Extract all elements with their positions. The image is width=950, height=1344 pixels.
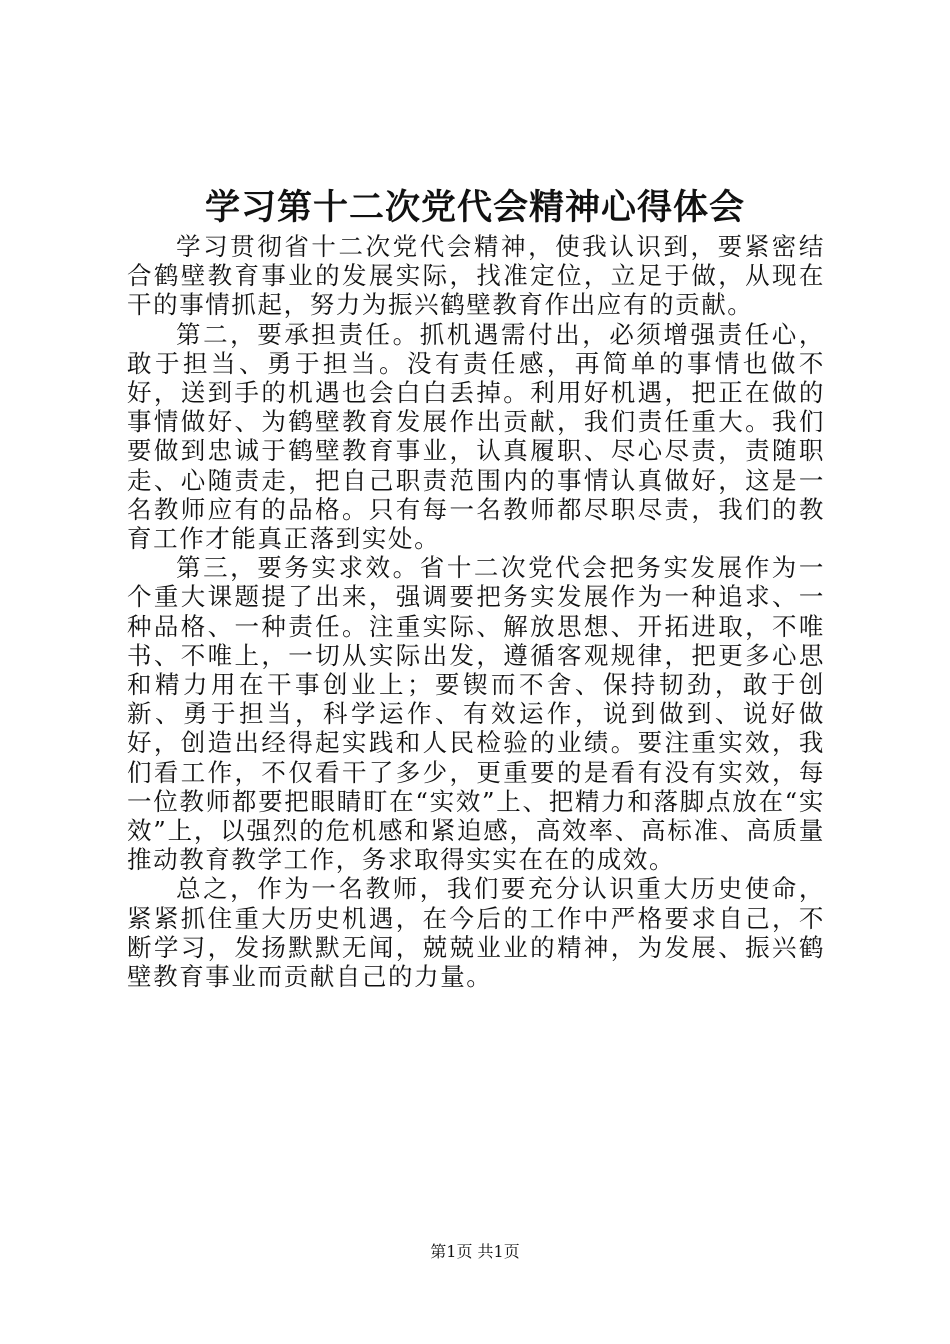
paragraph-responsibility: 第二，要承担责任。抓机遇需付出，必须增强责任心，敢于担当、勇于担当。没有责任感，再简单的事情也做不好，送到手的机遇也会白白丢掉。利用好机遇，把正在做的事情做好、为鹤壁教育发展作出贡献，我们责任重大。我们要做到忠诚于鹤壁教育事业，认真履职、尽心尽责，责随职走、心随责走，把自己职责范围内的事情认真做好，这是一名教师应有的品格。只有每一名教师都尽职尽责，我们的教育工作才能真正落到实处。 xyxy=(127,319,825,554)
paragraph-intro: 学习贯彻省十二次党代会精神，使我认识到，要紧密结合鹤壁教育事业的发展实际，找准定位，立足于做，从现在干的事情抓起，努力为振兴鹤壁教育作出应有的贡献。 xyxy=(127,232,825,320)
paragraph-conclusion: 总之，作为一名教师，我们要充分认识重大历史使命，紧紧抓住重大历史机遇，在今后的工作中严格要求自己，不断学习，发扬默默无闻，兢兢业业的精神，为发展、振兴鹤壁教育事业而贡献自己的力量。 xyxy=(127,874,825,992)
document-body xyxy=(127,232,825,991)
document-title: 学习第十二次党代会精神心得体会 xyxy=(204,188,745,228)
paragraph-practical-results: 第三，要务实求效。省十二次党代会把务实发展作为一个重大课题提了出来，强调要把务实发展作为一种追求、一种品格、一种责任。注重实际、解放思想、开拓进取，不唯书、不唯上，一切从实际出发，遵循客观规律，把更多心思和精力用在干事创业上；要锲而不舍、保持韧劲，敢于创新、勇于担当，科学运作、有效运作，说到做到、说好做好，创造出经得起实践和人民检验的业绩。要注重实效，我们看工作，不仅看干了多少，更重要的是看有没有实效，每一位教师都要把眼睛盯在“实效”上、把精力和落脚点放在“实效”上，以强烈的危机感和紧迫感，高效率、高标准、高质量推动教育教学工作，务求取得实实在在的成效。 xyxy=(127,553,825,875)
page-number-footer: 第1页 共1页 xyxy=(430,1242,520,1261)
